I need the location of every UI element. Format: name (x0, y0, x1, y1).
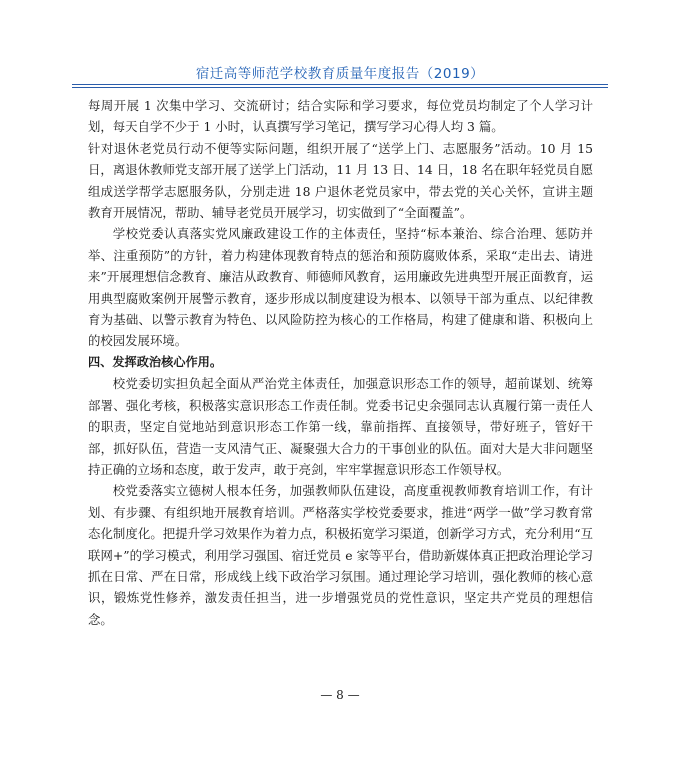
document-body (88, 95, 593, 630)
section-heading: 四、发挥政治核心作用。 (88, 354, 223, 369)
page-number: — 8 — (320, 688, 360, 702)
paragraph-teacher-training: 校党委落实立德树人根本任务，加强教师队伍建设，高度重视教师教育培训工作，有计划、有步骤、有组织地开展教育培训。严格落实学校党委要求，推进“两学一做”学习教育常态化制度化。把提升学习效果作为着力点，积极拓宽学习渠道，创新学习方式，充分利用“互联网+”的学习模式，利用学习强国、宿迁党员 e 家等平台，借助新媒体真正把政治理论学习抓在日常、严在日常，形成线上线下政治学习氛围。通过理论学习培训，强化教师的核心意识，锻炼党性修养，激发责任担当，进一步增强党员的党性意识，坚定共产党员的理想信念。 (88, 483, 593, 627)
paragraph-continuation-2: 针对退休老党员行动不便等实际问题，组织开展了“送学上门、志愿服务”活动。10 月 15 日，离退休教师党支部开展了送学上门活动，11 月 13 日、14 日，18 名在职年轻党员自愿组成送学帮学志愿服务队，分别走进 18 户退休老党员家中，带去党的关心关怀，宣讲主题教育开展情况，帮助、辅导老党员开展学习，切实做到了“全面覆盖”。 (88, 140, 593, 221)
paragraph-continuation-1: 每周开展 1 次集中学习、交流研讨；结合实际和学习要求，每位党员均制定了个人学习计划，每天自学不少于 1 小时，认真撰写学习笔记，撰写学习心得人均 3 篇。 (88, 98, 593, 135)
header-rule-bottom (72, 87, 608, 88)
page-header-title: 宿迁高等师范学校教育质量年度报告（2019） (195, 66, 485, 82)
header-rule-top (72, 84, 608, 85)
paragraph-ideology: 校党委切实担负起全面从严治党主体责任，加强意识形态工作的领导，超前谋划、统筹部署、强化考核，积极落实意识形态工作责任制。党委书记史余强同志认真履行第一责任人的职责，坚定自觉地站到意识形态工作第一线，靠前指挥、直接领导，带好班子，管好干部，抓好队伍，营造一支风清气正、凝聚强大合力的干事创业的队伍。面对大是大非问题坚持正确的立场和态度，敢于发声，敢于亮剑，牢牢掌握意识形态工作领导权。 (88, 376, 593, 477)
paragraph-anti-corruption: 学校党委认真落实党风廉政建设工作的主体责任，坚持“标本兼治、综合治理、惩防并举、注重预防”的方针，着力构建体现教育特点的惩治和预防腐败体系，采取“走出去、请进来”开展理想信念教育、廉洁从政教育、师德师风教育，运用廉政先进典型开展正面教育，运用典型腐败案例开展警示教育，逐步形成以制度建设为根本、以领导干部为重点、以纪律教育为基础、以警示教育为特色、以风险防控为核心的工作格局，构建了健康和谐、积极向上的校园发展环境。 (88, 226, 593, 349)
